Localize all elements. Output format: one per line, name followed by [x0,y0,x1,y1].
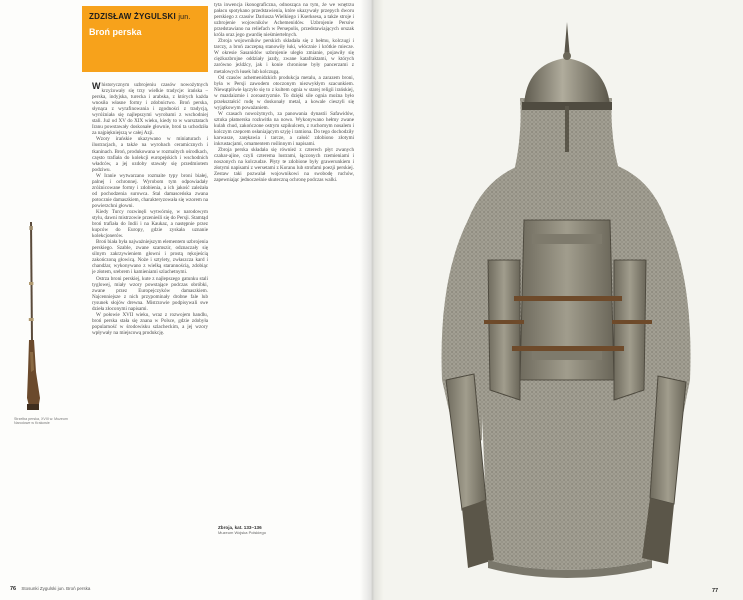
paragraph: Whistorycznym uzbrojeniu czasów nowożytnych krzyżowały się trzy wielkie tradycje: irańska – perska, indyjska, turecka i arabska, z których każda wnosiła własne formy i zdobnictwo. Broń perska, słynąca z wyrafinowania i zgodności z tradycją, wyróżniała się najlepszymi wyrobami z wschodniej stali. Już od XV do XIX wieku, kiedy to w warsztatach Iranu powstawały doskonałe głownie, broń ta uchodziła za najpiękniejszą w całej Azji. [92,82,208,137]
armour-caption-title: Zbroja, kat. 133–136 [218,525,262,530]
paragraph: Kiedy Turcy rozwinęli wytwórnię, w narodowym stylu, dawni mistrzowie przenieśli się do Persji. Stamtąd broń trafiała do Indii i na Kaukaz, a następnie przez kupców do Europy, gdzie zyskała uznanie kolekcjonerów. [92,208,208,240]
armour-caption-source: Muzeum Wojska Polskiego [218,530,266,535]
left-page-number: 76 [10,586,17,592]
article-title: Broń perska [89,27,142,37]
paragraph: Od czasów achemenidzkich produkcja metalu, a zarazem broni, była w Persji zawodem otoczonym niezwykłym szacunkiem. Niewątpliwie łączyło się to z kultem ognia w starej religii irańskiej, w mazdaizmie i zoroastryzmie. To dzięki sile ognia można było przekształcić rudę w doskonały metal, a kowale cieszyli się wyjątkowym poważaniem. [214,74,354,111]
persian-armour-image [428,20,700,588]
musket-caption: Strzelba perska, XVIII w. Muzeum Narodowe w Krakowie [14,417,68,426]
paragraph: W Iranie wytwarzano rozmaite typy broni białej, palnej i ochronnej. Wyrobom tym odpowiadały zróżnicowane formy i zdobienia, a ich jakość zależała od pochodzenia surowca. Stal damasceńska zwana potocznie damaszkiem, charakteryzowała się wzorem na powierzchni głowni. [92,172,208,209]
paragraph: Ostrza broni perskiej, kute z najlepszego gatunku stali tyglowej, miały wzory powstające podczas obróbki, zwane przez Europejczyków damaszkiem. Najcenniejsze z nich przypominały drobne fale lub rysunek słojów drewna. Mistrzowie podpisywali swe dzieła złoconymi napisami. [92,275,208,312]
text-column-1 [92,82,208,587]
text-column-2 [214,2,354,522]
paragraph: tyta inwencja ikonograficzna, odnosząca na tym, że we wnętrzu pałacu spotykano przedstawienia, które ukazywały przepych dworu perskiego z czasów Dariusza Wielkiego i Kserksesa, a także stroje i uzbrojenie wojowników Achemenidów. Uzbrojenie Persów przedstawiano na reliefach w Persepolis, przedstawiających orszak króla oraz jego gwardię nieśmiertelnych. [214,2,354,39]
musket-image [16,222,44,412]
armour-caption [218,525,318,535]
paragraph: W połowie XVII wieku, wraz z rozwojem handlu, broń perska stała się znana w Polsce, gdzie zdobyła popularność w środowisku szlacheckim, a jej wzory wpływały na miejscową produkcję. [92,311,208,336]
book-gutter [360,0,384,600]
article-title-box [82,6,208,72]
paragraph: W czasach nowożytnych, za panowania dynastii Safawidów, sztuka płatnerska rozkwitła na nowo. Wykonywano hełmy zwane kulah chud, zakończone ostrym szpikulcem, z ruchomym nosalem i kolczym czepcem osłaniającym szyję i ramiona. Do tego dochodziły karwasze, zarękawia i tarcze, a całość zdobiono złotymi inkrustacjami, ornamentem roślinnym i napisami. [214,110,354,148]
author-suffix: jun. [178,14,191,21]
paragraph: Zbroja perska składała się również z czterech płyt zwanych czahar-ajine, czyli czterema lustrami, łączonych rzemieniami i noszonych na kolczudze. Płyty te zdobione były grawerunkiem i złotymi napisami z wersetami z Koranu lub strofami poezji perskiej. Zestaw taki pozwalał wojownikowi na swobodę ruchów, zapewniając jednocześnie skuteczną ochronę podczas walki. [214,147,354,184]
paragraph: Broń biała była najważniejszym elementem uzbrojenia perskiego. Szable, zwane szamszir, odznaczały się silnym zakrzywieniem głowni i prostą rękojeścią zakończoną głowicą. Noże i sztylety, zwłaszcza kard i chandżar, wykonywano z wielką starannością, zdobiąc je złotem, srebrem i kamieniami szlachetnymi. [92,239,208,276]
drop-cap: W [92,82,101,91]
running-title: Stosunki Zygulski jun. Broń perska [21,586,91,591]
left-page-footer [10,586,90,592]
paragraph: Wzory irańskie ukazywano w miniaturach i ilustracjach, a także na wyrobach ceramicznych i tkaninach. Broń, produkowana w rozmaitych ośrodkach, często trafiała do kolekcji europejskich i wschodnich władców, a jej ozdoby stawały się przedmiotem podziwu. [92,136,208,173]
article-author: ZDZISŁAW ŻYGULSKI jun. [89,12,191,21]
right-page-number: 77 [712,588,719,594]
paragraph: Zbroja wojowników perskich składała się z hełmu, kolczugi i tarczy, a broń zaczepną stanowiły łuki, włócznie i krótkie miecze. W okresie Sasanidów uzbrojenie uległo zmianie, pojawiły się ciężkozbrojne oddziały jazdy, zwane katafraktami, w których zarówno jeźdźcy, jak i konie chronione były pancerzami z metalowych łusek lub kolczugą. [214,38,354,75]
